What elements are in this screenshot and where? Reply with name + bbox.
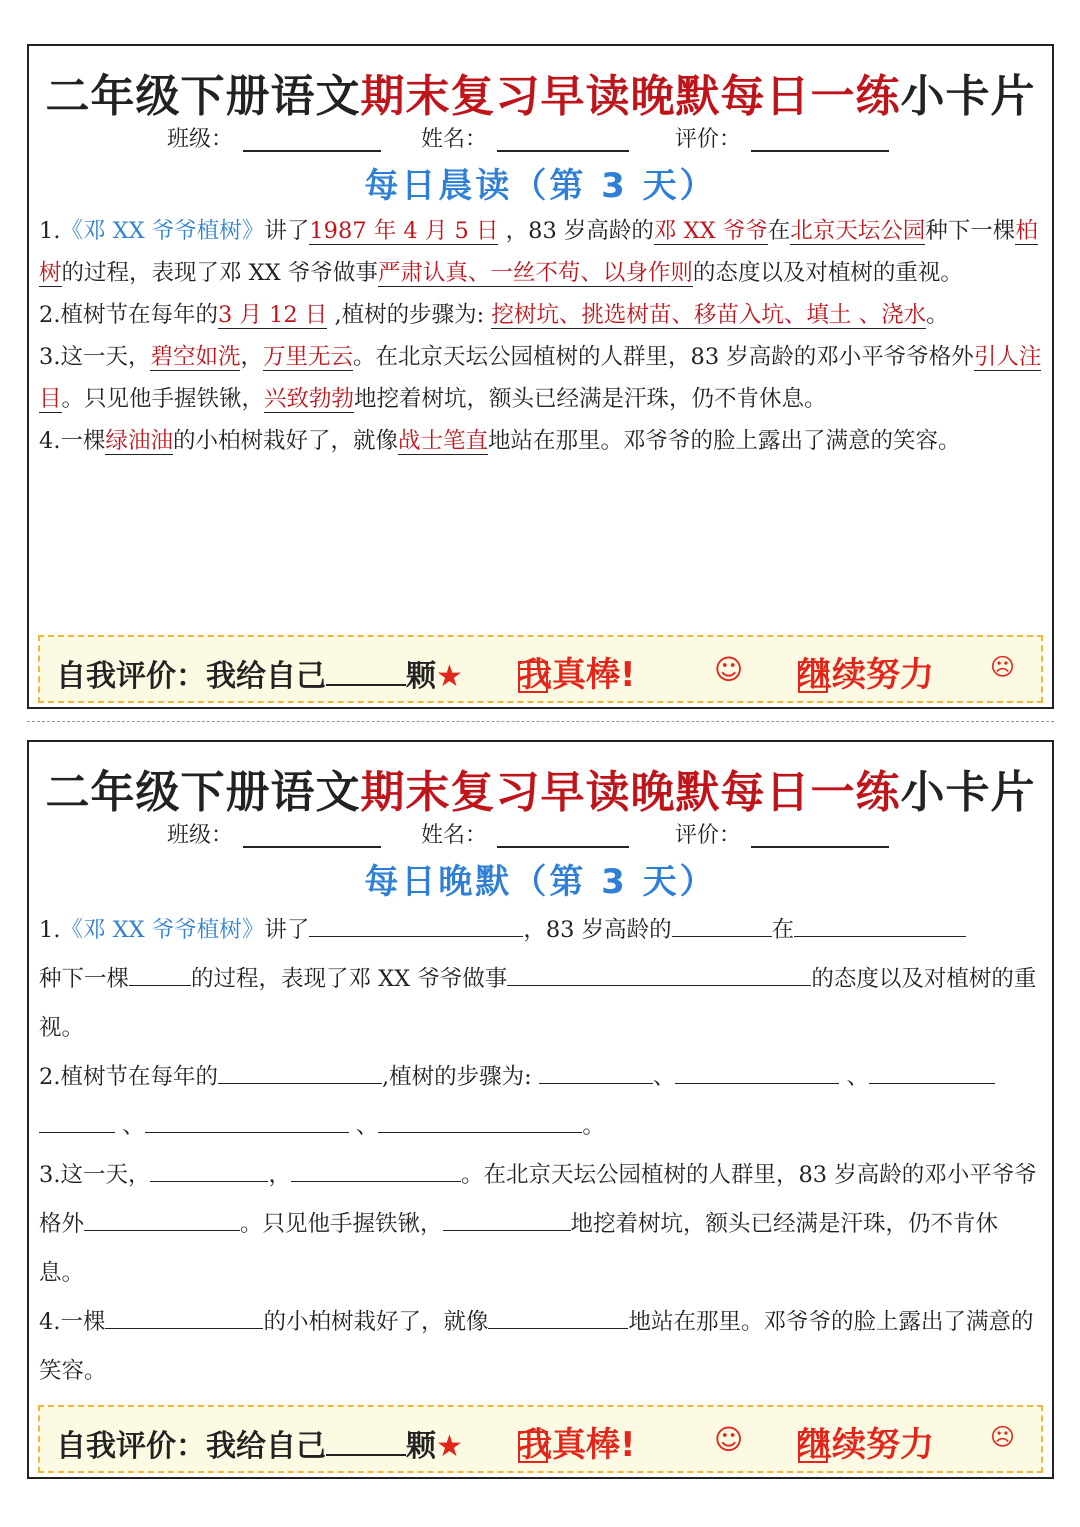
title-part-1: 二年级下册语文	[45, 767, 361, 818]
class-label: 班级：	[167, 127, 234, 152]
grade-field[interactable]	[751, 150, 889, 152]
student-info-row	[29, 122, 1052, 156]
answer: 1987 年 4 月 5 日	[309, 218, 499, 244]
book-title: 《邓 XX 爷爷植树》	[60, 917, 265, 943]
paragraph-1	[39, 210, 1042, 294]
blank-field[interactable]	[218, 1061, 382, 1084]
separator: 、	[846, 1064, 870, 1090]
cut-line	[27, 721, 1054, 722]
frown-icon: ☹	[990, 1423, 1016, 1451]
title-part-2: 小卡片	[900, 71, 1036, 122]
paragraph-1	[39, 906, 1042, 1053]
text: 地挖着树坑，额头已经满是汗珠，仍不肯休息。	[354, 386, 827, 412]
text: 。只见他手握铁锹，	[61, 386, 265, 412]
text: 2.植树节在每年的	[39, 302, 218, 328]
answer: 万里无云	[263, 344, 354, 370]
text: 的小柏树栽好了，就像	[172, 428, 398, 454]
text: 3.这一天，	[39, 344, 151, 370]
answer: 碧空如洗	[150, 344, 241, 370]
star-count-field[interactable]	[326, 656, 406, 686]
text: 的小柏树栽好了，就像	[263, 1309, 489, 1335]
blank-field[interactable]	[291, 1159, 461, 1182]
title-highlight: 期末复习早读晚默每日一练	[360, 71, 901, 122]
class-field[interactable]	[243, 846, 381, 848]
grade-label: 评价：	[675, 127, 742, 152]
blank-field[interactable]	[507, 963, 811, 986]
frown-icon: ☹	[990, 653, 1016, 681]
text: ，83 岁高龄的	[498, 218, 654, 244]
answer: 柏树	[39, 218, 1038, 286]
text: 的态度以及对植树的重视。	[39, 966, 1037, 1041]
text: 的过程，表现了邓 XX 爷爷做事	[191, 966, 508, 992]
grade-field[interactable]	[751, 846, 889, 848]
answer: 3 月 12 日	[217, 302, 328, 328]
separator: 、	[122, 1113, 145, 1139]
text: ，	[268, 1162, 291, 1188]
blank-field[interactable]	[309, 914, 523, 937]
text: 的过程，表现了邓 XX 爷爷做事	[61, 260, 378, 286]
morning-reading-card	[27, 44, 1054, 709]
text: 种下一棵	[39, 966, 130, 992]
great-option[interactable]: 我真棒!	[518, 655, 636, 695]
self-evaluation-bar	[38, 635, 1043, 703]
text: ，	[240, 344, 263, 370]
card-subtitle: 每日晨读（第 3 天）	[364, 166, 717, 206]
item-number: 1.	[39, 218, 61, 244]
text: 讲了	[264, 917, 310, 943]
star-icon: ★	[436, 659, 463, 694]
book-title: 《邓 XX 爷爷植树》	[60, 218, 265, 244]
title-highlight: 期末复习早读晚默每日一练	[360, 767, 901, 818]
text: ,植树的步骤为:	[381, 1064, 539, 1090]
answer: 战士笔直	[398, 428, 489, 454]
text: ，83 岁高龄的	[523, 917, 672, 943]
text: 4.一棵	[39, 1309, 106, 1335]
star-icon: ★	[436, 1429, 463, 1464]
text: ,植树的步骤为:	[327, 302, 492, 328]
text: 在	[771, 917, 795, 943]
name-field[interactable]	[497, 150, 629, 152]
self-eval-label: 自我评价：我给自己 颗★	[56, 651, 463, 695]
text: 3.这一天，	[39, 1162, 151, 1188]
blank-field[interactable]	[794, 914, 966, 937]
checkbox-keep-trying[interactable]	[798, 661, 828, 693]
text: 在	[767, 218, 791, 244]
answer: 兴致勃勃	[264, 386, 355, 412]
evening-dictation-card	[27, 740, 1054, 1479]
paragraph-3	[39, 1151, 1042, 1298]
checkbox-great[interactable]	[518, 1431, 548, 1463]
blank-field[interactable]	[105, 1306, 263, 1329]
blank-field[interactable]	[869, 1061, 995, 1084]
blank-field[interactable]	[539, 1061, 653, 1084]
card-body	[39, 906, 1042, 1396]
text: 种下一棵	[925, 218, 1016, 244]
name-field[interactable]	[497, 846, 629, 848]
blank-field[interactable]	[145, 1110, 349, 1133]
separator: 、	[652, 1064, 676, 1090]
checkbox-great[interactable]	[518, 661, 548, 693]
answer: 北京天坛公园	[790, 218, 926, 244]
answer: 引人注目	[39, 344, 1042, 412]
paragraph-4	[39, 1298, 1042, 1396]
paragraph-4	[39, 420, 1042, 462]
smile-icon: ☺	[714, 653, 744, 686]
blank-field[interactable]	[378, 1110, 582, 1133]
title-part-1: 二年级下册语文	[45, 71, 361, 122]
card-body	[39, 210, 1042, 462]
answer: 绿油油	[105, 428, 173, 454]
text: 4.一棵	[39, 428, 106, 454]
blank-field[interactable]	[84, 1208, 240, 1231]
blank-field[interactable]	[672, 914, 772, 937]
text: 地站在那里。邓爷爷的脸上露出了满意的笑容。	[39, 1309, 1034, 1384]
great-option[interactable]: 我真棒!	[518, 1425, 636, 1465]
answer: 严肃认真、一丝不苟、以身作则	[377, 260, 693, 286]
text: 。	[582, 1113, 605, 1139]
card-title	[29, 60, 1052, 124]
card-subtitle: 每日晚默（第 3 天）	[364, 862, 717, 902]
class-label: 班级：	[167, 823, 234, 848]
title-part-2: 小卡片	[900, 767, 1036, 818]
text: 地挖着树坑，额头已经满是汗珠，仍不肯休息。	[39, 1211, 999, 1286]
card-title	[29, 756, 1052, 820]
text: 。在北京天坛公园植树的人群里，83 岁高龄的邓小平爷爷格外	[39, 1162, 1037, 1237]
blank-field[interactable]	[150, 1159, 268, 1182]
blank-field[interactable]	[443, 1208, 571, 1231]
text: 。只见他手握铁锹，	[240, 1211, 443, 1237]
text: 讲了	[264, 218, 310, 244]
student-info-row	[29, 818, 1052, 852]
text: 的态度以及对植树的重视。	[692, 260, 963, 286]
paragraph-2	[39, 294, 1042, 336]
answer: 挖树坑、挑选树苗、移苗入坑、填土 、浇水	[491, 302, 927, 328]
name-label: 姓名：	[421, 127, 488, 152]
blank-field[interactable]	[488, 1306, 628, 1329]
paragraph-2	[39, 1053, 1042, 1151]
keep-trying-option[interactable]: 继续努力	[798, 655, 934, 695]
star-count-field[interactable]	[326, 1426, 406, 1456]
smile-icon: ☺	[714, 1423, 744, 1456]
item-number: 1.	[39, 917, 61, 943]
name-label: 姓名：	[421, 823, 488, 848]
self-eval-label: 自我评价：我给自己 颗★	[56, 1421, 463, 1465]
text: 地站在那里。邓爷爷的脸上露出了满意的笑容。	[488, 428, 961, 454]
checkbox-keep-trying[interactable]	[798, 1431, 828, 1463]
blank-field[interactable]	[129, 963, 191, 986]
separator: 、	[355, 1113, 379, 1139]
paragraph-3	[39, 336, 1042, 420]
text: 。在北京天坛公园植树的人群里，83 岁高龄的邓小平爷爷格外	[353, 344, 974, 370]
keep-trying-option[interactable]: 继续努力	[798, 1425, 934, 1465]
blank-field[interactable]	[39, 1110, 115, 1133]
text: 。	[926, 302, 949, 328]
text: 2.植树节在每年的	[39, 1064, 218, 1090]
blank-field[interactable]	[675, 1061, 839, 1084]
class-field[interactable]	[243, 150, 381, 152]
self-evaluation-bar	[38, 1405, 1043, 1473]
grade-label: 评价：	[675, 823, 742, 848]
answer: 邓 XX 爷爷	[653, 218, 768, 244]
